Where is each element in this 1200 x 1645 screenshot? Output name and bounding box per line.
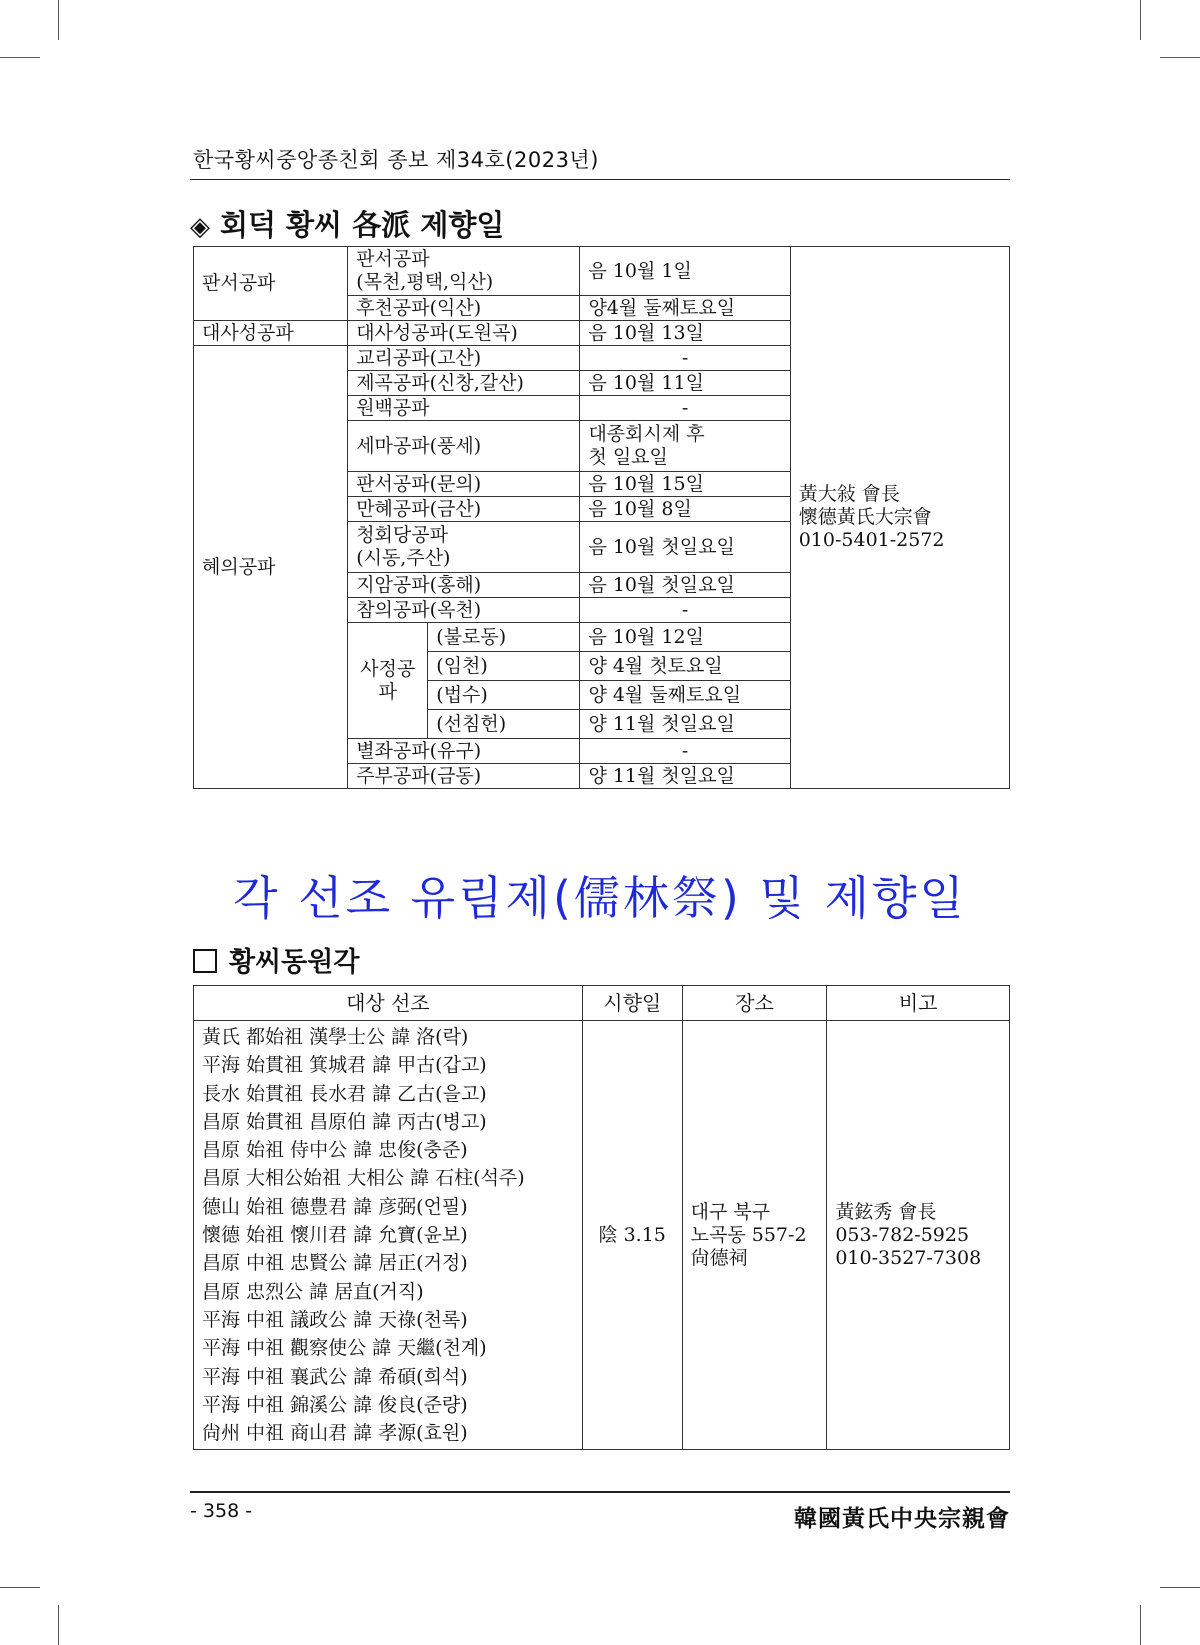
contact-org: 懷德黃氏大宗會 [798,506,932,528]
ancestor-item: 德山 始祖 德豊君 諱 彦弼(언필) [202,1195,468,1218]
date-cell: 음 10월 12일 [580,623,790,652]
ancestor-item: 尙州 中祖 商山君 諱 孝源(효원) [202,1422,468,1445]
header-target: 대상 선조 [194,986,583,1021]
ancestor-item: 昌原 中祖 忠賢公 諱 居正(거정) [202,1252,468,1275]
date-cell: - [580,739,790,764]
date-cell: 음 10월 첫일요일 [580,522,790,573]
branch-cell: 참의공파(옥천) [348,598,580,623]
branch-cell: 세마공파(풍세) [348,421,580,472]
hoedeok-branch-table [193,246,1010,789]
contact-cell [790,247,1009,789]
section1-title-text: 회덕 황씨 各派 제향일 [220,208,505,242]
date-cell: 음 10월 11일 [580,371,790,396]
branch-cell: (선침헌) [428,710,580,739]
footer-rule [190,1491,1010,1493]
date-cell: 음 10월 첫일요일 [580,573,790,598]
header-place: 장소 [682,986,827,1021]
group-sajeong: 사정공파 [348,623,428,739]
ancestor-item: 昌原 大相公始祖 大相公 諱 石柱(석주) [202,1167,525,1190]
date-cell: 대종회시제 후 첫 일요일 [580,421,790,472]
ancestor-item: 昌原 始貫祖 昌原伯 諱 丙古(병고) [202,1110,487,1133]
header-rule [190,179,1010,180]
branch-cell: 원백공파 [348,396,580,421]
branch-cell: 주부공파(금동) [348,764,580,789]
branch-cell: 판서공파(문의) [348,472,580,497]
date-cell: 양4월 둘째토요일 [580,296,790,321]
branch-cell: 교리공파(고산) [348,346,580,371]
ancestor-item: 平海 中祖 議政公 諱 天祿(천록) [202,1308,468,1331]
note-cell: 黃鉉秀 會長 053-782-5925 010-3527-7308 [827,1021,1010,1450]
table-row [194,1021,1010,1450]
header-note: 비고 [827,986,1010,1021]
crop-mark [1140,0,1141,40]
ancestor-list [194,1021,583,1450]
page-number: - 358 - [190,1500,253,1522]
publisher-name: 韓國黃氏中央宗親會 [794,1505,1010,1532]
rite-date-cell: 陰 3.15 [582,1021,682,1450]
ancestor-item: 平海 中祖 錦溪公 諱 俊良(준량) [202,1393,468,1416]
date-cell: - [580,346,790,371]
section2-title [193,940,359,979]
branch-cell: 후천공파(익산) [348,296,580,321]
date-cell: - [580,598,790,623]
ancestor-item: 平海 始貫祖 箕城君 諱 甲古(갑고) [202,1054,487,1077]
ancestor-item: 平海 中祖 觀察使公 諱 天繼(천계) [202,1337,487,1360]
crop-mark [1140,1605,1141,1645]
date-cell: 음 10월 15일 [580,472,790,497]
ancestor-item: 平海 中祖 襄武公 諱 希碩(희석) [202,1365,468,1388]
table-header-row [194,986,1010,1021]
header-date: 시향일 [582,986,682,1021]
branch-cell: 제곡공파(신창,갈산) [348,371,580,396]
crop-mark [58,1605,59,1645]
date-cell: 양 11월 첫일요일 [580,764,790,789]
branch-cell: 대사성공파(도원곡) [348,321,580,346]
crop-mark [1160,57,1200,58]
table-row [194,247,1010,296]
group-panseo: 판서공파 [194,247,348,321]
diamond-bullet-icon: ◈ [190,212,210,242]
branch-cell: 지암공파(홍해) [348,573,580,598]
branch-cell: 판서공파 (목천,평택,익산) [348,247,580,296]
date-cell: 음 10월 13일 [580,321,790,346]
date-cell: 음 10월 8일 [580,497,790,522]
date-cell: 음 10월 1일 [580,247,790,296]
date-cell: 양 11월 첫일요일 [580,710,790,739]
date-cell: - [580,396,790,421]
date-cell: 양 4월 둘째토요일 [580,681,790,710]
square-bullet-icon [193,949,217,973]
branch-cell: 별좌공파(유구) [348,739,580,764]
ancestors-table [193,985,1010,1450]
ancestor-item: 長水 始貫祖 長水君 諱 乙古(을고) [202,1082,487,1105]
ancestor-item: 昌原 始祖 侍中公 諱 忠俊(충준) [202,1139,468,1162]
ancestor-item: 懷德 始祖 懷川君 諱 允寶(윤보) [202,1224,468,1247]
group-daesaseong: 대사성공파 [194,321,348,346]
crop-mark [0,1587,40,1588]
crop-mark [58,0,59,40]
branch-cell: (불로동) [428,623,580,652]
branch-cell: (임천) [428,652,580,681]
crop-mark [1160,1587,1200,1588]
branch-cell: (법수) [428,681,580,710]
section1-title [190,203,504,244]
place-cell: 대구 북구 노곡동 557-2 尙德祠 [682,1021,827,1450]
date-cell: 양 4월 첫토요일 [580,652,790,681]
running-head: 한국황씨중앙종친회 종보 제34호(2023년) [193,148,599,172]
main-title: 각 선조 유림제(儒林祭) 및 제향일 [233,871,967,925]
branch-cell: 청회당공파 (시동,주산) [348,522,580,573]
ancestor-item: 黃氏 都始祖 漢學士公 諱 洛(락) [202,1026,469,1048]
section2-title-text: 황씨동원각 [229,947,360,978]
group-hyeui: 혜의공파 [194,346,348,789]
contact-phone: 010-5401-2572 [798,529,945,551]
ancestor-item: 昌原 忠烈公 諱 居直(거직) [202,1280,424,1303]
contact-name: 黃大敍 會長 [798,483,900,505]
branch-cell: 만혜공파(금산) [348,497,580,522]
crop-mark [0,57,40,58]
